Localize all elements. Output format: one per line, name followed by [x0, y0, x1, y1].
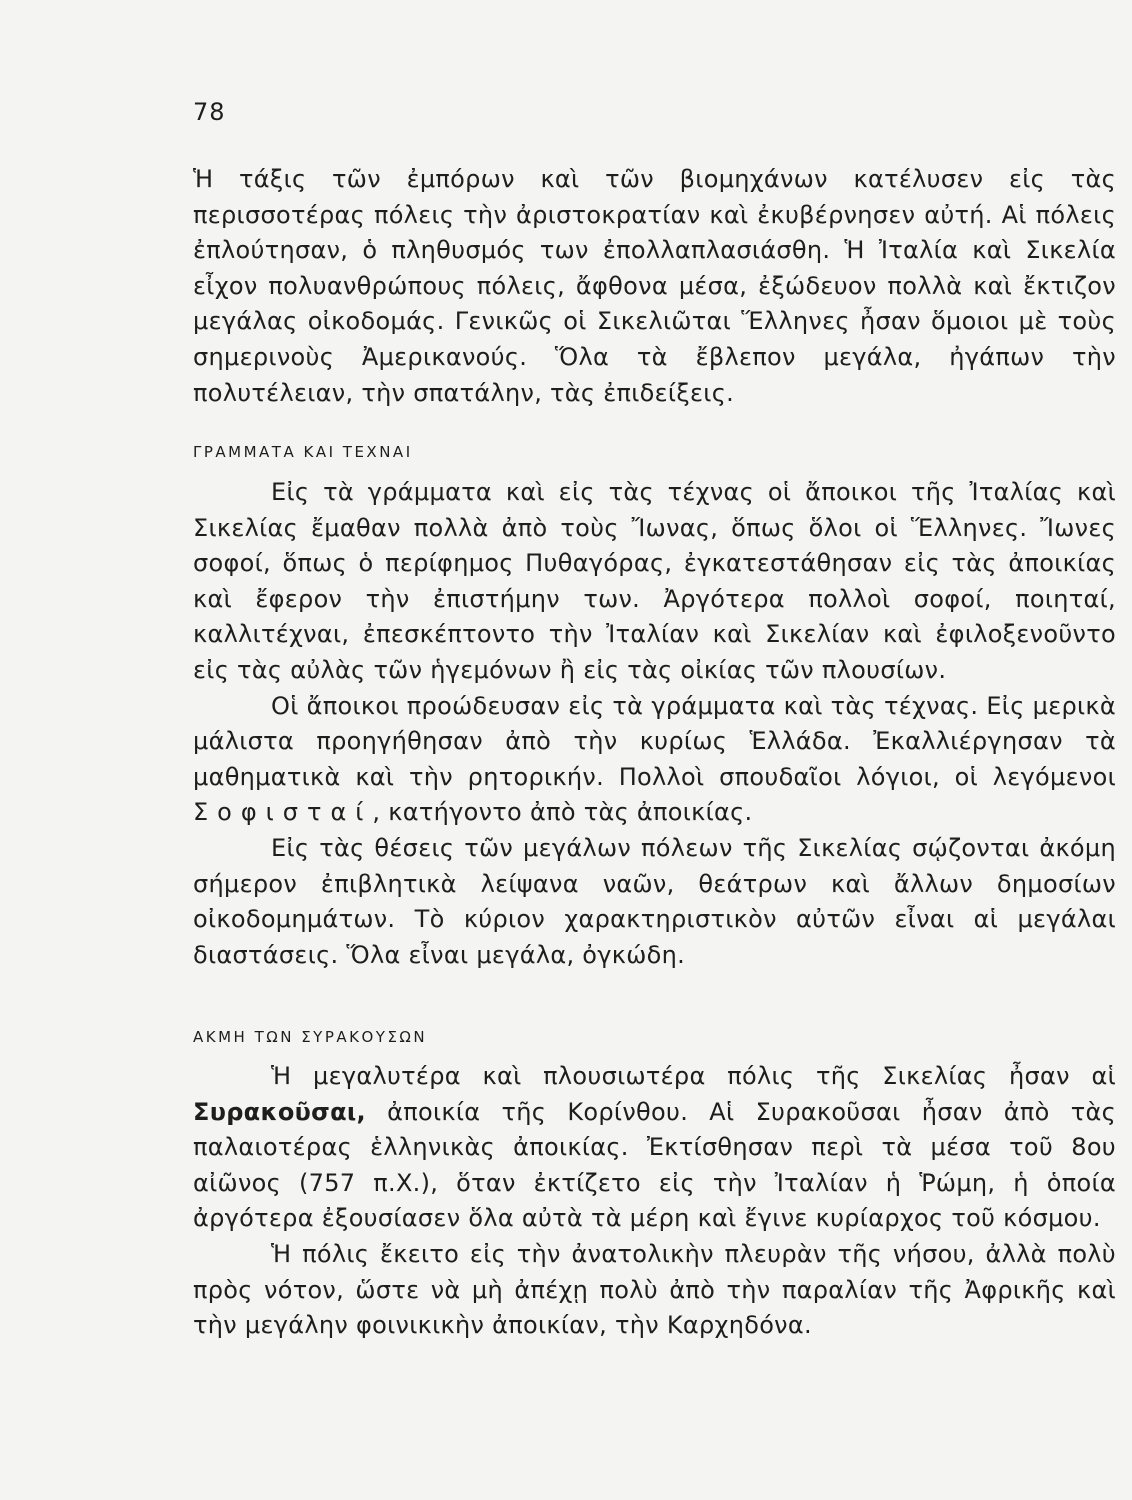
paragraph-text: Οἱ ἄποικοι προώδευσαν εἰς τὰ γράμματα καὶ τὰς τέχνας. Εἰς μερικὰ μάλιστα προηγήθησαν ἀπὸ τὴν κυρίως Ἑλλάδα. Ἐκαλλιέργησαν τὰ μαθηματικὰ καὶ τὴν ρητορικήν. Πολλοὶ σπουδαῖοι λόγιοι, οἱ λεγόμενοι [193, 691, 1116, 791]
paragraph [193, 689, 1116, 831]
paragraph: Εἰς τὰ γράμματα καὶ εἰς τὰς τέχνας οἱ ἄποικοι τῆς Ἰταλίας καὶ Σικελίας ἔμαθαν πολλὰ ἀπὸ τοὺς Ἴωνας, ὅπως ὅλοι οἱ Ἕλληνες. Ἴωνες σοφοί, ὅπως ὁ περίφημος Πυθαγόρας, ἐγκατεστάθησαν εἰς τὰς ἀποικίας καὶ ἔφερον τὴν ἐπιστήμην των. Ἀργότερα πολλοὶ σοφοί, ποιηταί, καλλιτέχναι, ἐπεσκέπτοντο τὴν Ἰταλίαν καὶ Σικελίαν καὶ ἐφιλοξενοῦντο εἰς τὰς αὐλὰς τῶν ἡγεμόνων ἢ εἰς τὰς οἰκίας τῶν πλουσίων. [193, 478, 1116, 684]
paragraph: Ἡ τάξις τῶν ἐμπόρων καὶ τῶν βιομηχάνων κατέλυσεν εἰς τὰς περισσοτέρας πόλεις τὴν ἀριστοκρατίαν καὶ ἐκυβέρνησεν αὐτή. Αἱ πόλεις ἐπλούτησαν, ὁ πληθυσμός των ἐπολλαπλασιάσθη. Ἡ Ἰταλία καὶ Σικελία εἶχον πολυανθρώπους πόλεις, ἄφθονα μέσα, ἐξώδευον πολλὰ καὶ ἔκτιζον μεγάλας οἰκοδομάς. Γενικῶς οἱ Σικελιῶται Ἕλληνες ἦσαν ὅμοιοι μὲ τοὺς σημερινοὺς Ἀμερικανούς. Ὅλα τὰ ἔβλεπον μεγάλα, ἠγάπων τὴν πολυτέλειαν, τὴν σπατάλην, τὰς ἐπιδείξεις. [193, 165, 1116, 407]
paragraph-text: Ἡ μεγαλυτέρα καὶ πλουσιωτέρα πόλις τῆς Σικελίας ἦσαν αἱ [271, 1062, 1116, 1090]
paragraph: Ἡ πόλις ἔκειτο εἰς τὴν ἀνατολικὴν πλευρὰν τῆς νήσου, ἀλλὰ πολὺ πρὸς νότον, ὥστε νὰ μὴ ἀπέχῃ πολὺ ἀπὸ τὴν παραλίαν τῆς Ἀφρικῆς καὶ τὴν μεγάλην φοινικικὴν ἀποικίαν, τὴν Καρχηδόνα. [193, 1239, 1116, 1340]
paragraph: Εἰς τὰς θέσεις τῶν μεγάλων πόλεων τῆς Σικελίας σῴζονται ἀκόμη σήμερον ἐπιβλητικὰ λείψανα ναῶν, θεάτρων καὶ ἄλλων δημοσίων οἰκοδομημάτων. Τὸ κύριον χαρακτηριστικὸν αὐτῶν εἶναι αἱ μεγάλαι διαστάσεις. Ὅλα εἶναι μεγάλα, ὀγκώδη. [193, 833, 1116, 969]
intro-section [193, 162, 1116, 411]
section-heading-syracuse: ΑΚΜΗ ΤΩΝ ΣΥΡΑΚΟΥΣΩΝ [193, 1028, 428, 1046]
syracuse-bold-term: Συρακοῦσαι, [193, 1097, 366, 1126]
paragraph [193, 1059, 1116, 1237]
paragraph-text: ἀποικία τῆς Κορίνθου. Αἱ Συρακοῦσαι ἦσαν ἀπὸ τὰς παλαιοτέρας ἑλληνικὰς ἀποικίας. Ἐκτίσθησαν περὶ τὰ μέσα τοῦ 8ου αἰῶνος (757 π.Χ.), ὅταν ἐκτίζετο εἰς τὴν Ἰταλίαν ἡ Ῥώμη, ἡ ὁποία ἀργότερα ἐξουσίασεν ὅλα αὐτὰ τὰ μέρη καὶ ἔγινε κυρίαρχος τοῦ κόσμου. [193, 1097, 1116, 1233]
letters-arts-section [193, 475, 1116, 973]
syracuse-section [193, 1059, 1116, 1344]
page-number: 78 [193, 98, 226, 126]
paragraph-text: , κατήγοντο ἀπὸ τὰς ἀποικίας. [372, 798, 753, 827]
sophists-term: Σοφισταί [193, 798, 373, 827]
section-heading-letters-arts: ΓΡΑΜΜΑΤΑ ΚΑΙ ΤΕΧΝΑΙ [193, 443, 413, 461]
